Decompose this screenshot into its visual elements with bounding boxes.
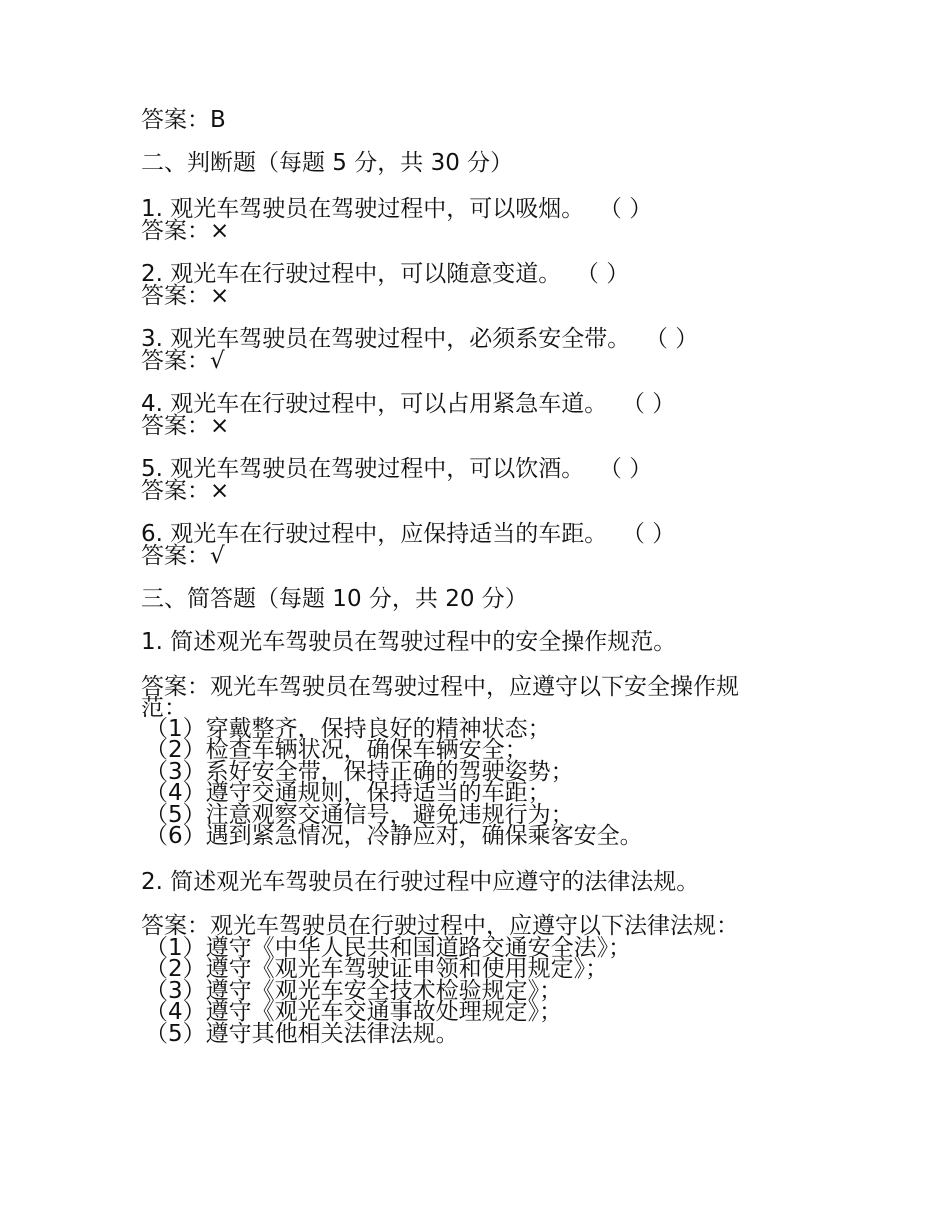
sa-question-2: 2. 简述观光车驾驶员在行驶过程中应遵守的法律法规。 bbox=[141, 869, 700, 895]
tf-answer-6: 答案：√ bbox=[141, 543, 225, 569]
section3-heading: 三、简答题（每题 10 分，共 20 分） bbox=[141, 586, 528, 612]
sa-answer-2-point-5: （5）遵守其他相关法律法规。 bbox=[145, 1021, 459, 1047]
sa-answer-1-point-1: （1）穿戴整齐，保持良好的精神状态； bbox=[145, 716, 551, 742]
top-answer: 答案：B bbox=[141, 107, 226, 133]
tf-question-5: 5. 观光车驾驶员在驾驶过程中，可以饮酒。 （ ） bbox=[141, 456, 653, 482]
tf-answer-2: 答案：× bbox=[141, 283, 230, 309]
sa-answer-1-point-3: （3）系好安全带，保持正确的驾驶姿势； bbox=[145, 759, 574, 785]
sa-answer-2-point-2: （2）遵守《观光车驾驶证申领和使用规定》； bbox=[145, 956, 609, 982]
tf-answer-1: 答案：× bbox=[141, 218, 230, 244]
sa-answer-1-intro-cont: 范： bbox=[141, 695, 187, 721]
tf-answer-4: 答案：× bbox=[141, 413, 230, 439]
tf-question-6: 6. 观光车在行驶过程中，应保持适当的车距。 （ ） bbox=[141, 521, 676, 547]
sa-answer-2-point-3: （3）遵守《观光车安全技术检验规定》； bbox=[145, 978, 563, 1004]
tf-question-4: 4. 观光车在行驶过程中，可以占用紧急车道。 （ ） bbox=[141, 391, 676, 417]
sa-answer-1-point-5: （5）注意观察交通信号，避免违规行为； bbox=[145, 802, 574, 828]
sa-answer-2-point-4: （4）遵守《观光车交通事故处理规定》； bbox=[145, 999, 563, 1025]
tf-answer-3: 答案：√ bbox=[141, 348, 225, 374]
tf-question-2: 2. 观光车在行驶过程中，可以随意变道。 （ ） bbox=[141, 261, 630, 287]
sa-answer-1-point-2: （2）检查车辆状况，确保车辆安全； bbox=[145, 737, 528, 763]
sa-answer-2-point-1: （1）遵守《中华人民共和国道路交通安全法》； bbox=[145, 935, 632, 961]
sa-question-1: 1. 简述观光车驾驶员在驾驶过程中的安全操作规范。 bbox=[141, 629, 677, 655]
sa-answer-1-point-6: （6）遇到紧急情况，冷静应对，确保乘客安全。 bbox=[145, 823, 643, 849]
section2-heading: 二、判断题（每题 5 分，共 30 分） bbox=[141, 150, 514, 176]
tf-answer-5: 答案：× bbox=[141, 478, 230, 504]
sa-answer-2-intro: 答案：观光车驾驶员在行驶过程中，应遵守以下法律法规： bbox=[141, 913, 739, 939]
tf-question-3: 3. 观光车驾驶员在驾驶过程中，必须系安全带。 （ ） bbox=[141, 326, 699, 352]
tf-question-1: 1. 观光车驾驶员在驾驶过程中，可以吸烟。 （ ） bbox=[141, 196, 653, 222]
sa-answer-1-point-4: （4）遵守交通规则，保持适当的车距； bbox=[145, 780, 551, 806]
sa-answer-1-intro: 答案：观光车驾驶员在驾驶过程中，应遵守以下安全操作规 bbox=[141, 674, 739, 700]
